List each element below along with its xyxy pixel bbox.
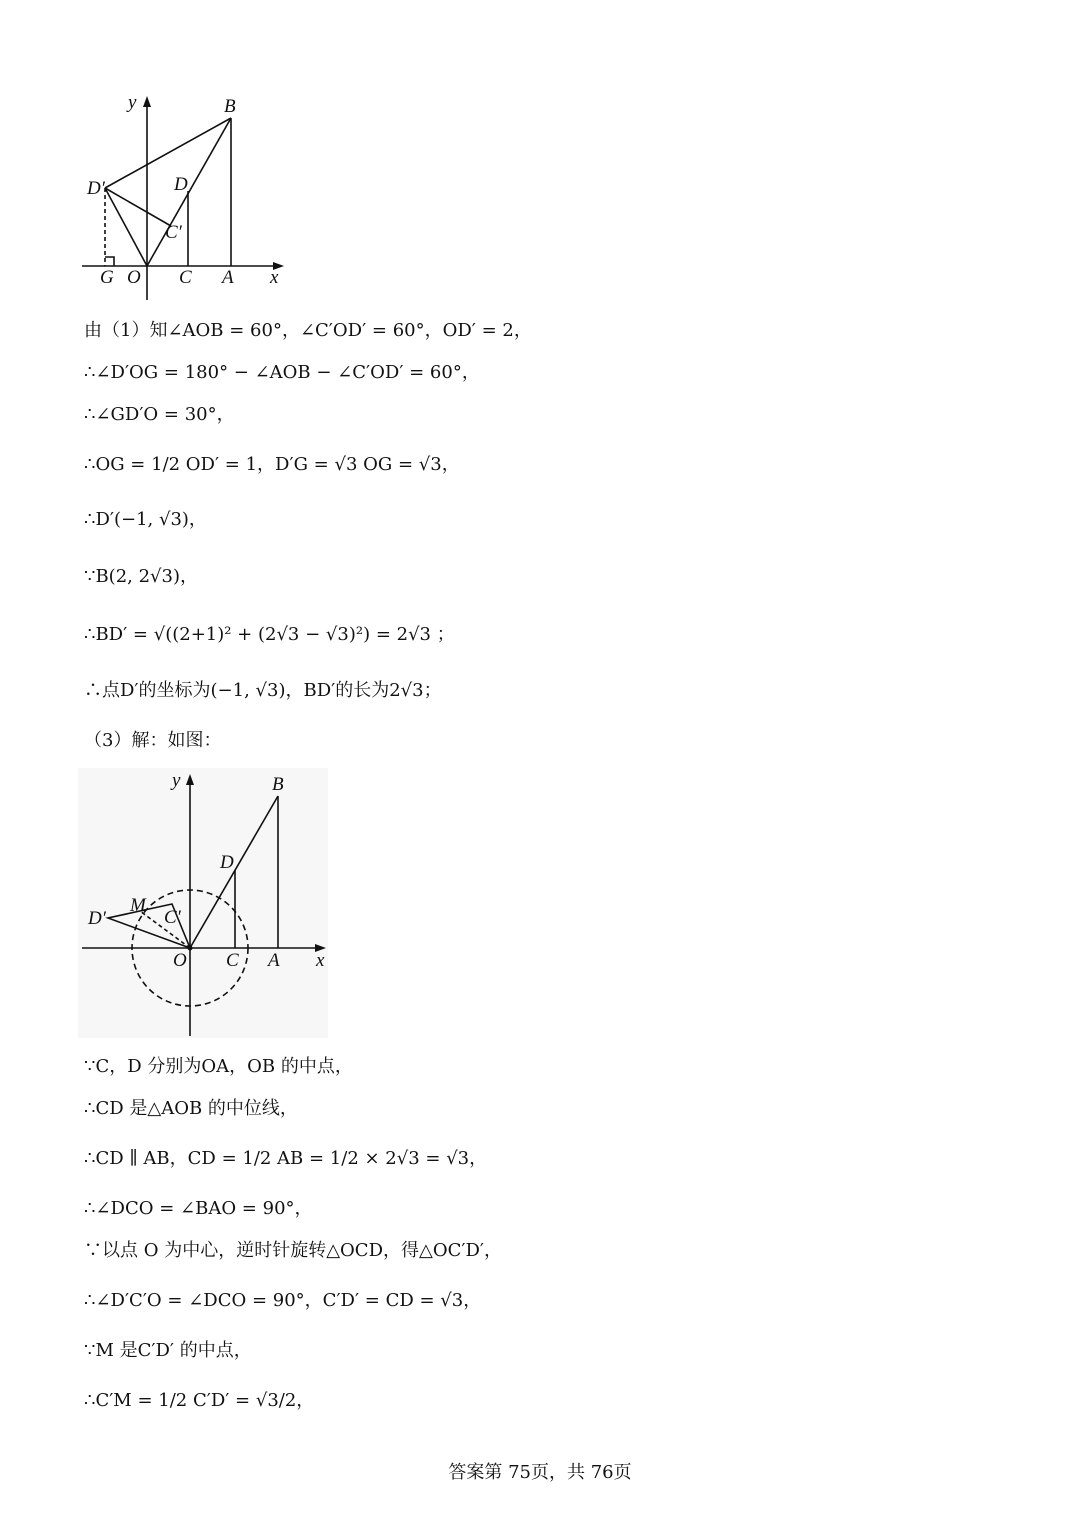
label-D: D xyxy=(174,174,188,195)
figure-1-diagram xyxy=(78,90,298,310)
text-line-5: ∴D′(−1, √3)， xyxy=(84,509,207,530)
label-A: A xyxy=(222,267,234,288)
text-line-8: ∴点D′的坐标为(−1, √3)，BD′的长为2√3； xyxy=(84,680,442,701)
text-line-17: ∴C′M = 1/2 C′D′ = √3/2， xyxy=(84,1390,315,1411)
label-C-prime: C′ xyxy=(165,222,182,243)
text-line-6: ∵B(2, 2√3)， xyxy=(84,566,198,587)
label-D-prime: D′ xyxy=(87,178,105,199)
text-line-13: ∴∠DCO = ∠BAO = 90°， xyxy=(84,1198,313,1219)
label-A: A xyxy=(268,950,280,971)
segment-OB xyxy=(147,118,231,266)
label-x: x xyxy=(270,267,279,288)
label-D-prime: D′ xyxy=(88,908,106,929)
text-line-11: ∴CD 是△AOB 的中位线， xyxy=(84,1098,298,1119)
text-line-4: ∴OG = 1/2 OD′ = 1，D′G = √3 OG = √3， xyxy=(84,454,460,475)
label-B: B xyxy=(224,96,236,117)
y-arrow xyxy=(143,96,151,107)
label-C: C xyxy=(179,267,192,288)
text-line-3: ∴∠GD′O = 30°， xyxy=(84,404,235,425)
text-line-15: ∴∠D′C′O = ∠DCO = 90°，C′D′ = CD = √3， xyxy=(84,1290,482,1311)
text-line-9: （3）解：如图： xyxy=(84,730,222,751)
label-B: B xyxy=(272,774,284,795)
text-line-10: ∵C，D 分别为OA，OB 的中点， xyxy=(84,1056,353,1077)
label-C: C xyxy=(226,950,239,971)
segment-D-prime-B xyxy=(105,118,231,188)
point-O xyxy=(188,946,193,951)
right-angle-mark xyxy=(105,257,114,266)
text-line-16: ∵M 是C′D′ 的中点， xyxy=(84,1340,252,1361)
text-line-12: ∴CD ∥ AB，CD = 1/2 AB = 1/2 × 2√3 = √3， xyxy=(84,1148,488,1169)
label-M: M xyxy=(130,895,146,916)
label-y: y xyxy=(172,770,181,791)
label-G: G xyxy=(100,267,114,288)
text-line-1: 由（1）知∠AOB = 60°，∠C′OD′ = 60°，OD′ = 2， xyxy=(84,320,532,341)
text-line-14: ∵以点 O 为中心，逆时针旋转△OCD，得△OC′D′， xyxy=(84,1240,502,1261)
figure-2-diagram xyxy=(78,768,338,1043)
label-C-prime: C′ xyxy=(164,907,181,928)
text-line-2: ∴∠D′OG = 180° − ∠AOB − ∠C′OD′ = 60°， xyxy=(84,362,480,383)
label-O: O xyxy=(173,950,187,971)
page-footer: 答案第 75页，共 76页 xyxy=(448,1462,632,1483)
label-x: x xyxy=(316,950,325,971)
label-y: y xyxy=(128,92,137,113)
label-D: D xyxy=(220,852,234,873)
text-line-7: ∴BD′ = √((2+1)² + (2√3 − √3)²) = 2√3 ； xyxy=(84,624,455,645)
label-O: O xyxy=(127,267,141,288)
